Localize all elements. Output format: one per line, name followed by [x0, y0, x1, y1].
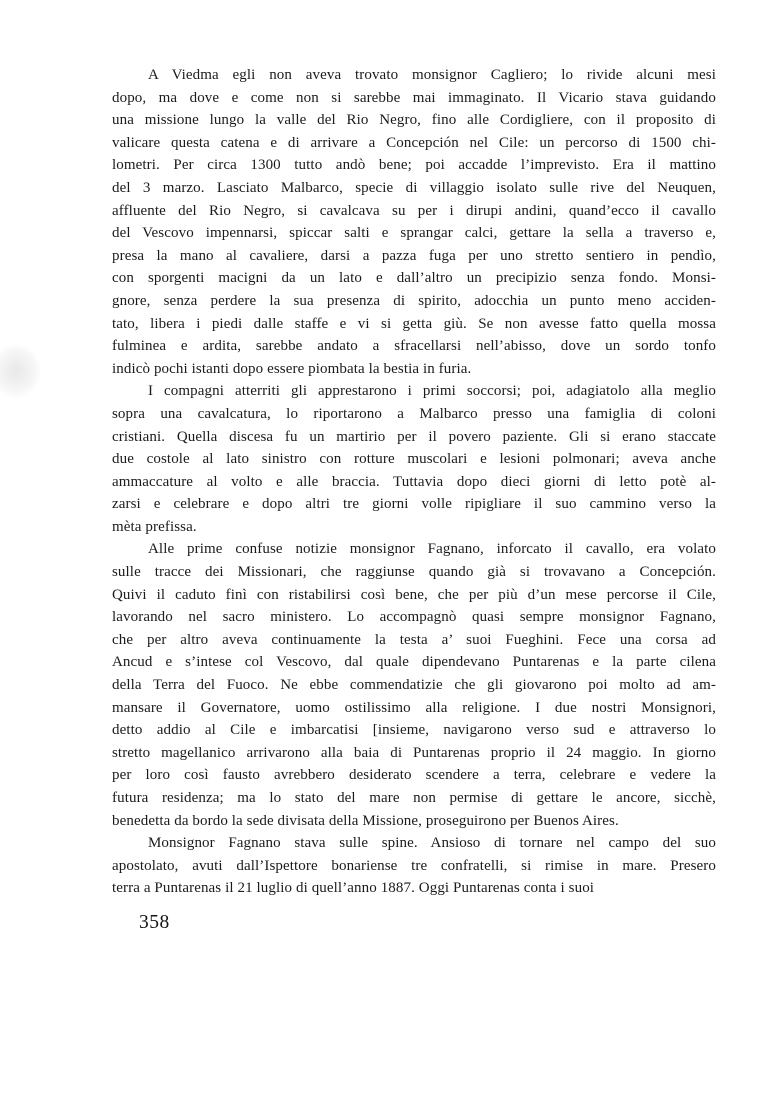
text-line: mèta prefissa. — [112, 518, 197, 535]
text-line: per loro così fausto avrebbero desiderato scendere a terra, celebrare e vedere la — [112, 767, 716, 784]
paragraph — [112, 832, 716, 900]
text-line: che per altro aveva continuamente la testa a’ suoi Fueghini. Fece una corsa ad — [112, 631, 716, 648]
text-line: zarsi e celebrare e dopo altri tre giorni volle ripigliare il suo cammino verso la — [112, 496, 716, 513]
text-line: due costole al lato sinistro con rotture muscolari e lesioni polmonari; aveva anche — [112, 451, 716, 468]
text-line: fulminea e ardita, sarebbe andato a sfracellarsi nell’abisso, dove un sordo tonfo — [112, 338, 716, 355]
text-line: detto addio al Cile e imbarcatisi [insieme, navigarono verso sud e attraverso lo — [112, 722, 716, 739]
text-line: presa la mano al cavaliere, darsi a pazza fuga per uno stretto sentiero in pendìo, — [112, 247, 716, 264]
text-line: Alle prime confuse notizie monsignor Fagnano, inforcato il cavallo, era volato — [148, 541, 716, 558]
text-line: I compagni atterriti gli apprestarono i primi soccorsi; poi, adagiatolo alla meglio — [148, 383, 716, 400]
text-line: Quivi il caduto finì con ristabilirsi così bene, che per più d’un mese percorse il Cile, — [112, 586, 716, 603]
text-line: apostolato, avuti dall’Ispettore bonariense tre confratelli, si rimise in mare. Presero — [112, 857, 716, 874]
text-line: stretto magellanico arrivarono alla baia di Puntarenas proprio il 24 maggio. In giorno — [112, 744, 716, 761]
text-line: futura residenza; ma lo stato del mare non permise di gettare le ancore, sicchè, — [112, 790, 716, 806]
paragraph — [112, 64, 716, 380]
text-line: cristiani. Quella discesa fu un martirio per il povero paziente. Gli si erano staccate — [112, 428, 716, 445]
text-line: gnore, senza perdere la sua presenza di spirito, adocchia un punto meno acciden- — [112, 292, 716, 309]
text-line: ammaccature al volto e alle braccia. Tuttavia dopo dieci giorni di letto potè al- — [112, 473, 716, 490]
paragraph — [112, 538, 716, 832]
text-line: Monsignor Fagnano stava sulle spine. Ansioso di tornare nel campo del suo — [148, 835, 716, 852]
text-line: sulle tracce dei Missionari, che raggiunse quando già si trovavano a Concepción. — [112, 564, 716, 581]
scan-smudge-artifact — [0, 345, 40, 397]
text-line: del Vescovo impennarsi, spiccar salti e sprangar calci, gettare la sella a traverso e, — [112, 225, 716, 242]
text-line: valicare questa catena e di arrivare a Concepción nel Cile: un percorso di 1500 chi- — [112, 134, 716, 151]
text-line: mansare il Governatore, uomo ostilissimo alla religione. I due nostri Monsignori, — [112, 699, 716, 716]
text-line: sopra una cavalcatura, lo riportarono a Malbarco presso una famiglia di coloni — [112, 405, 716, 422]
text-block — [112, 64, 716, 900]
text-line: lometri. Per circa 1300 tutto andò bene; poi accadde l’imprevisto. Era il mattino — [112, 157, 716, 174]
text-line: benedetta da bordo la sede divisata della Missione, proseguirono per Buenos Aires. — [112, 812, 619, 829]
text-line: affluente del Rio Negro, si cavalcava su per i dirupi andini, quand’ecco il cavallo — [112, 202, 716, 219]
text-line: con sporgenti macigni da un lato e dall’altro un precipizio senza fondo. Monsi- — [112, 270, 716, 287]
page-number: 358 — [139, 912, 170, 933]
text-line: indicò pochi istanti dopo essere piombata la bestia in furia. — [112, 360, 472, 377]
text-line: lavorando nel sacro ministero. Lo accompagnò quasi sempre monsignor Fagnano, — [112, 609, 716, 626]
text-line: della Terra del Fuoco. Ne ebbe commendatizie che gli giovarono poi molto ad am- — [112, 677, 716, 694]
text-line: A Viedma egli non aveva trovato monsignor Cagliero; lo rivide alcuni mesi — [148, 67, 716, 83]
text-line: dopo, ma dove e come non si sarebbe mai immaginato. Il Vicario stava guidando — [112, 89, 716, 106]
paragraph — [112, 380, 716, 538]
text-line: Ancud e s’intese col Vescovo, dal quale dipendevano Puntarenas e la parte cilena — [112, 654, 716, 671]
text-line: tato, libera i piedi dalle staffe e vi si getta giù. Se non avesse fatto quella mossa — [112, 315, 716, 332]
text-line: una missione lungo la valle del Rio Negro, fino alle Cordigliere, con il proposito di — [112, 112, 716, 129]
text-line: del 3 marzo. Lasciato Malbarco, specie di villaggio isolato sulle rive del Neuquen, — [112, 179, 716, 196]
text-line: terra a Puntarenas il 21 luglio di quell’anno 1887. Oggi Puntarenas conta i suoi — [112, 880, 595, 897]
